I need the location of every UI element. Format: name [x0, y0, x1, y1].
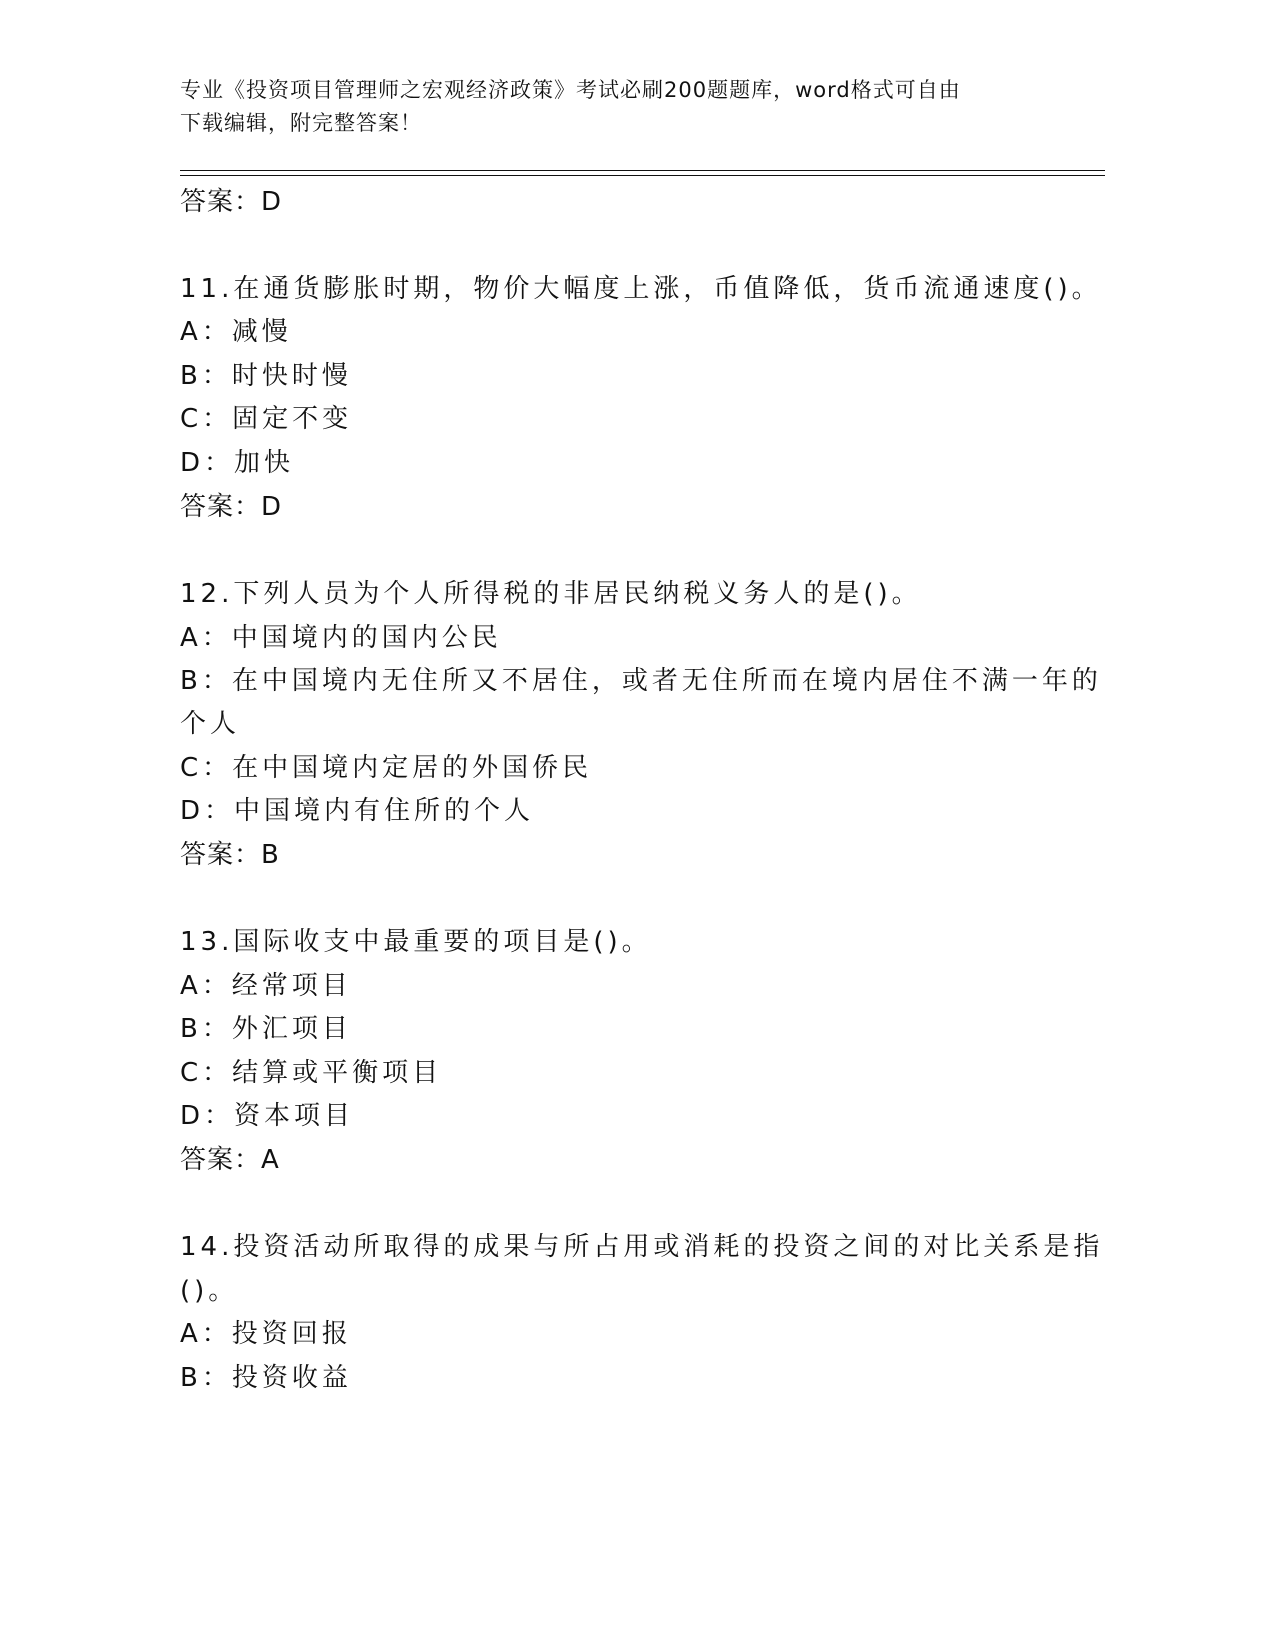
question-11-option-b: B：时快时慢 — [180, 361, 352, 391]
document-title — [180, 74, 1060, 140]
question-14-stem-cont: ()。 — [180, 1276, 239, 1306]
question-13-option-a: A：经常项目 — [180, 971, 352, 1001]
question-13-option-c: C：结算或平衡项目 — [180, 1058, 443, 1088]
question-13-option-d: D：资本项目 — [180, 1101, 355, 1131]
question-11-option-d: D：加快 — [180, 448, 295, 478]
question-13-stem: 13.国际收支中最重要的项目是()。 — [180, 927, 652, 957]
title-line-2: 下载编辑，附完整答案！ — [180, 111, 422, 135]
question-12-option-b-cont: 个人 — [180, 709, 241, 739]
question-12-option-a: A：中国境内的国内公民 — [180, 623, 502, 653]
title-line-1: 专业《投资项目管理师之宏观经济政策》考试必刷200题题库，word格式可自由 — [180, 78, 961, 102]
question-11-option-a: A：减慢 — [180, 317, 292, 347]
question-13-option-b: B：外汇项目 — [180, 1014, 352, 1044]
header-divider-second — [180, 175, 1105, 176]
question-12-stem: 12.下列人员为个人所得税的非居民纳税义务人的是()。 — [180, 579, 922, 609]
question-14-option-a: A：投资回报 — [180, 1319, 352, 1349]
question-12-option-d: D：中国境内有住所的个人 — [180, 796, 535, 826]
question-12-option-b: B：在中国境内无住所又不居住，或者无住所而在境内居住不满一年的 — [180, 666, 1102, 696]
question-14-stem: 14.投资活动所取得的成果与所占用或消耗的投资之间的对比关系是指 — [180, 1232, 1104, 1262]
question-14-option-b: B：投资收益 — [180, 1363, 352, 1393]
question-11-answer: 答案：D — [180, 492, 283, 522]
question-12-option-c: C：在中国境内定居的外国侨民 — [180, 753, 593, 783]
header-divider — [180, 170, 1105, 171]
answer-prev: 答案：D — [180, 187, 283, 217]
question-11-stem: 11.在通货膨胀时期，物价大幅度上涨，币值降低，货币流通速度()。 — [180, 274, 1102, 304]
question-12-answer: 答案：B — [180, 840, 280, 870]
question-11-option-c: C：固定不变 — [180, 404, 353, 434]
question-13-answer: 答案：A — [180, 1145, 280, 1175]
